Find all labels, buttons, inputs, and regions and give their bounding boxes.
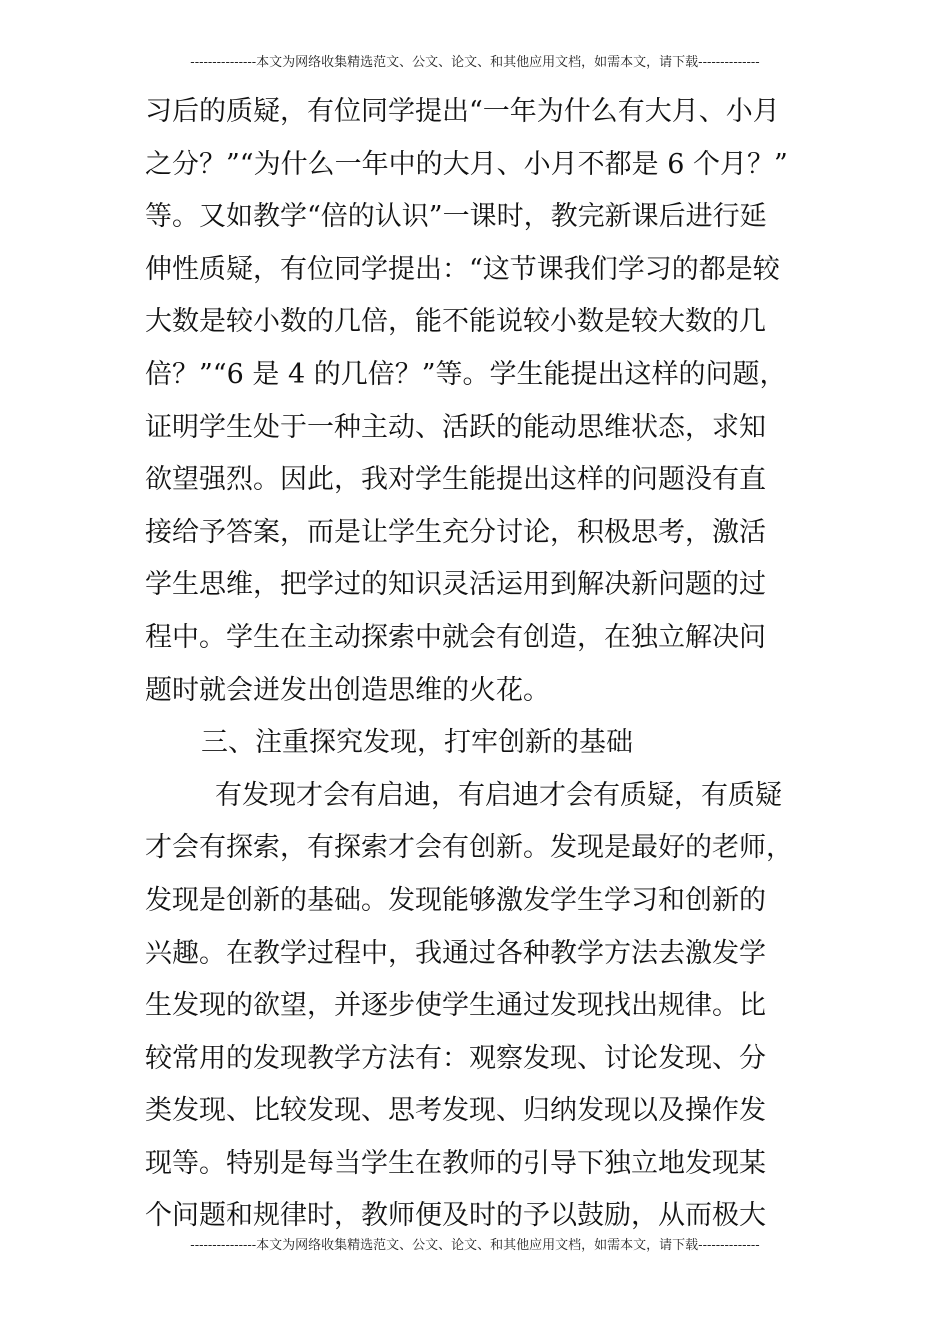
section-heading: 三、注重探究发现，打牢创新的基础	[201, 727, 633, 759]
paragraph-line: 之分？”“为什么一年中的大月、小月不都是 6 个月？”	[145, 148, 788, 180]
paragraph-line: 习后的质疑，有位同学提出“一年为什么有大月、小月	[145, 96, 780, 127]
paragraph-line: 才会有探索，有探索才会有创新。发现是最好的老师，	[145, 832, 793, 864]
paragraph-line: 有发现才会有启迪，有启迪才会有质疑，有质疑	[215, 779, 782, 811]
paragraph-line: 发现是创新的基础。发现能够激发学生学习和创新的	[145, 884, 766, 916]
paragraph-line: 学生思维，把学过的知识灵活运用到解决新问题的过	[145, 569, 766, 601]
paragraph-line: 程中。学生在主动探索中就会有创造，在独立解决问	[145, 621, 766, 653]
paragraph-line: 大数是较小数的几倍，能不能说较小数是较大数的几	[145, 306, 766, 338]
paragraph-line: 证明学生处于一种主动、活跃的能动思维状态，求知	[145, 411, 766, 443]
paragraph-line: 接给予答案，而是让学生充分讨论，积极思考，激活	[145, 516, 766, 548]
header-note: ---------------本文为网络收集精选范文、公文、论文、和其他应用文档，如需本文，请下载--------------	[190, 55, 760, 70]
paragraph-line: 较常用的发现教学方法有：观察发现、讨论发现、分	[145, 1042, 766, 1074]
footer-note: ---------------本文为网络收集精选范文、公文、论文、和其他应用文档，如需本文，请下载--------------	[190, 1238, 760, 1253]
paragraph-line: 伸性质疑，有位同学提出：“这节课我们学习的都是较	[145, 253, 780, 285]
paragraph-line: 生发现的欲望，并逐步使学生通过发现找出规律。比	[145, 990, 766, 1022]
paragraph-line: 倍？”“6 是 4 的几倍？”等。学生能提出这样的问题，	[145, 358, 787, 390]
document-body	[145, 86, 810, 1243]
paragraph-line: 兴趣。在教学过程中，我通过各种教学方法去激发学	[145, 937, 766, 969]
paragraph-line: 等。又如教学“倍的认识”一课时，教完新课后进行延	[145, 201, 767, 233]
paragraph-line: 现等。特别是每当学生在教师的引导下独立地发现某	[145, 1147, 766, 1179]
paragraph-line: 类发现、比较发现、思考发现、归纳发现以及操作发	[145, 1095, 766, 1127]
paragraph-line: 个问题和规律时，教师便及时的予以鼓励，从而极大	[145, 1200, 766, 1232]
paragraph-line: 欲望强烈。因此，我对学生能提出这样的问题没有直	[145, 464, 766, 496]
paragraph-line: 题时就会迸发出创造思维的火花。	[145, 674, 550, 706]
